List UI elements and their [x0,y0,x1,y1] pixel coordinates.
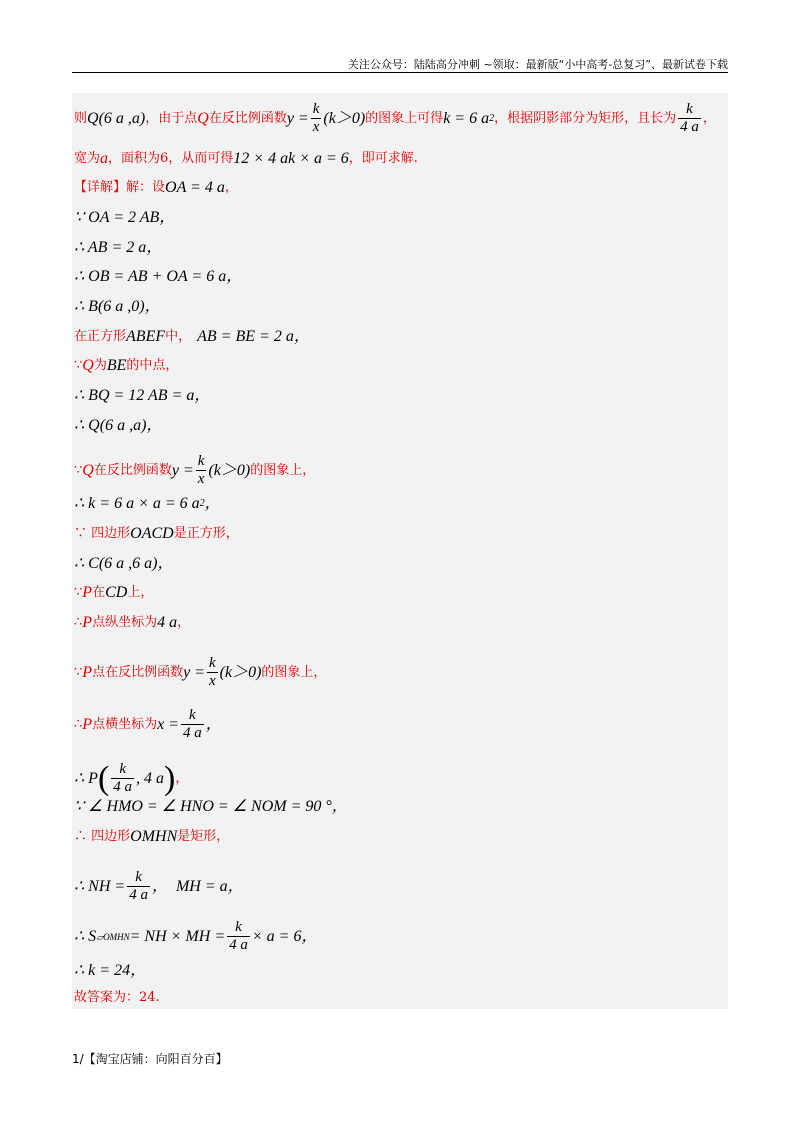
fraction-k-over-x: $\frac{k}{x}$ [312,101,320,135]
math: Q [82,357,94,374]
math: (k＞0) [323,109,366,127]
math: ∴ C(6 a ,6 a)， [74,555,174,572]
line-25 [74,962,146,980]
right-paren: ) [164,759,176,797]
answer-text: 故答案为：24. [74,990,160,1005]
math: ， [151,877,168,895]
line-6 [74,268,242,286]
line-11 [74,417,162,435]
line-18 [74,655,326,690]
text: ，由于点 [145,110,198,126]
math: 12 × 4 ak × a = 6 [233,150,349,167]
fraction-k-over-x: $\frac{k}{x}$ [197,453,205,487]
text: 点横坐标为 [92,716,158,732]
text: ∵ [74,358,83,373]
line-13 [74,495,221,513]
text: 上， [127,585,154,600]
fraction-k-over-4a: $\frac{k}{4 a}$ [229,919,248,953]
math: 4 a [157,614,178,631]
math: AB = BE = 2 a， [197,328,310,345]
exponent: 2 [489,112,495,124]
fraction-k-over-x: $\frac{k}{x}$ [208,655,216,689]
text: 在反比例函数 [93,462,172,478]
exponent: 2 [199,498,205,509]
math: P [82,715,93,733]
math: (k＞0) [219,663,262,681]
fraction-k-over-4a: $\frac{k}{4 a}$ [680,101,699,135]
math: Q [82,461,94,479]
math: x = [157,715,179,733]
math: ， [204,495,221,512]
text: ∵ 四边形 [74,526,131,541]
text: 的图象上可得 [365,110,444,126]
math: = NH × MH = [129,927,226,945]
left-paren: ( [97,759,110,797]
fraction-k-over-4a: $\frac{k}{4 a}$ [129,869,148,903]
text: ∵ [74,462,83,478]
text: 点纵坐标为 [92,615,158,630]
text: 的图象上， [250,462,316,478]
subscript: ▱OMHN [96,931,130,942]
math: ∴ NH = [74,877,126,895]
math: Q [197,109,209,127]
line-17 [74,614,190,632]
text: ，根据阴影部分为矩形，且长为 [494,110,677,126]
line-3 [74,179,238,197]
math: ∴ BQ = 12 AB = a， [74,387,211,404]
line-23 [74,869,244,904]
page-header: 关注公众号：陆陆高分冲刺 ~领取：最新版“小中高考-总复习”、最新试卷下载 [347,58,728,71]
text: 为 [93,358,107,373]
math: ∴ AB = 2 a， [74,239,163,256]
math: OMHN [130,828,178,845]
math: CD [105,584,128,601]
math: a [100,150,109,167]
math: ∴ B(6 a ,0)， [74,298,161,315]
header-divider [72,72,728,73]
math: k = 6 a [443,109,490,127]
line-26 [74,989,160,1007]
math: ∴ k = 24， [74,962,147,979]
text: 是正方形， [173,526,239,541]
page-footer: 1/【淘宝店铺：向阳百分百】 [72,1052,228,1066]
line-20 [74,761,188,796]
text: 在 [92,585,106,600]
math: P [82,663,93,681]
line-14 [74,525,239,543]
math: × a = 6， [251,927,318,945]
line-22 [74,828,229,846]
math: , 4 a [136,769,165,787]
text: 的中点， [126,358,179,373]
math: P [82,584,93,601]
line-12 [74,453,315,488]
math: ∴ OB = AB + OA = 6 a， [74,268,243,285]
text: ， [177,615,191,630]
text: 中， [165,329,192,344]
text: ∴ [74,615,83,630]
text: ，面积为6，从而可得 [108,151,234,166]
math: ABEF [126,328,166,345]
text: ∴ 四边形 [74,829,131,844]
line-24 [74,919,317,954]
text: ，即可求解. [348,151,418,166]
fraction-k-over-4a: $\frac{k}{4 a}$ [113,761,133,795]
text: 的图象上， [261,664,327,680]
line-4 [74,209,175,227]
text: 是矩形， [177,829,230,844]
math: ， [205,715,222,733]
line-7 [74,298,161,316]
text: ∵ [74,664,83,680]
math: (k＞0) [208,461,251,479]
math: OACD [130,525,174,542]
line-5 [74,239,162,257]
line-16 [74,584,153,602]
math: y = [286,109,309,127]
text: ∵ [74,585,83,600]
text: ∴ [74,716,83,732]
text: ， [702,110,716,126]
math: ∴ k = 6 a × a = 6 a [74,495,200,512]
line-21 [74,798,348,816]
text: ， [175,770,189,786]
text: 在反比例函数 [208,110,287,126]
fraction-k-over-4a: $\frac{k}{4 a}$ [182,707,202,741]
line-2 [74,150,418,168]
math: y = [171,461,194,479]
text: 则 [74,110,88,126]
text: 宽为 [74,151,101,166]
math: MH = a， [175,877,244,895]
math: y = [183,663,205,681]
math: BE [106,357,127,374]
line-1 [74,101,716,136]
math: ∴ S [74,927,97,945]
text: 在正方形 [74,329,127,344]
line-15 [74,555,174,573]
math: OA = 4 a [165,179,225,196]
math: Q(6 a ,a) [87,109,146,127]
line-19 [74,707,222,742]
line-9 [74,357,178,375]
math: ∵ ∠ HMO = ∠ HNO = ∠ NOM = 90 °， [74,798,348,815]
text: ， [224,180,238,195]
detail-label: 【详解】解：设 [74,180,166,195]
math: ∴ P [74,769,98,787]
solution-block [72,93,728,1009]
line-10 [74,387,210,405]
math: ∴ Q(6 a ,a)， [74,417,163,434]
math: ∵ OA = 2 AB， [74,209,176,226]
math: P [82,614,93,631]
text: 点在反比例函数 [92,664,184,680]
line-8 [74,328,310,346]
